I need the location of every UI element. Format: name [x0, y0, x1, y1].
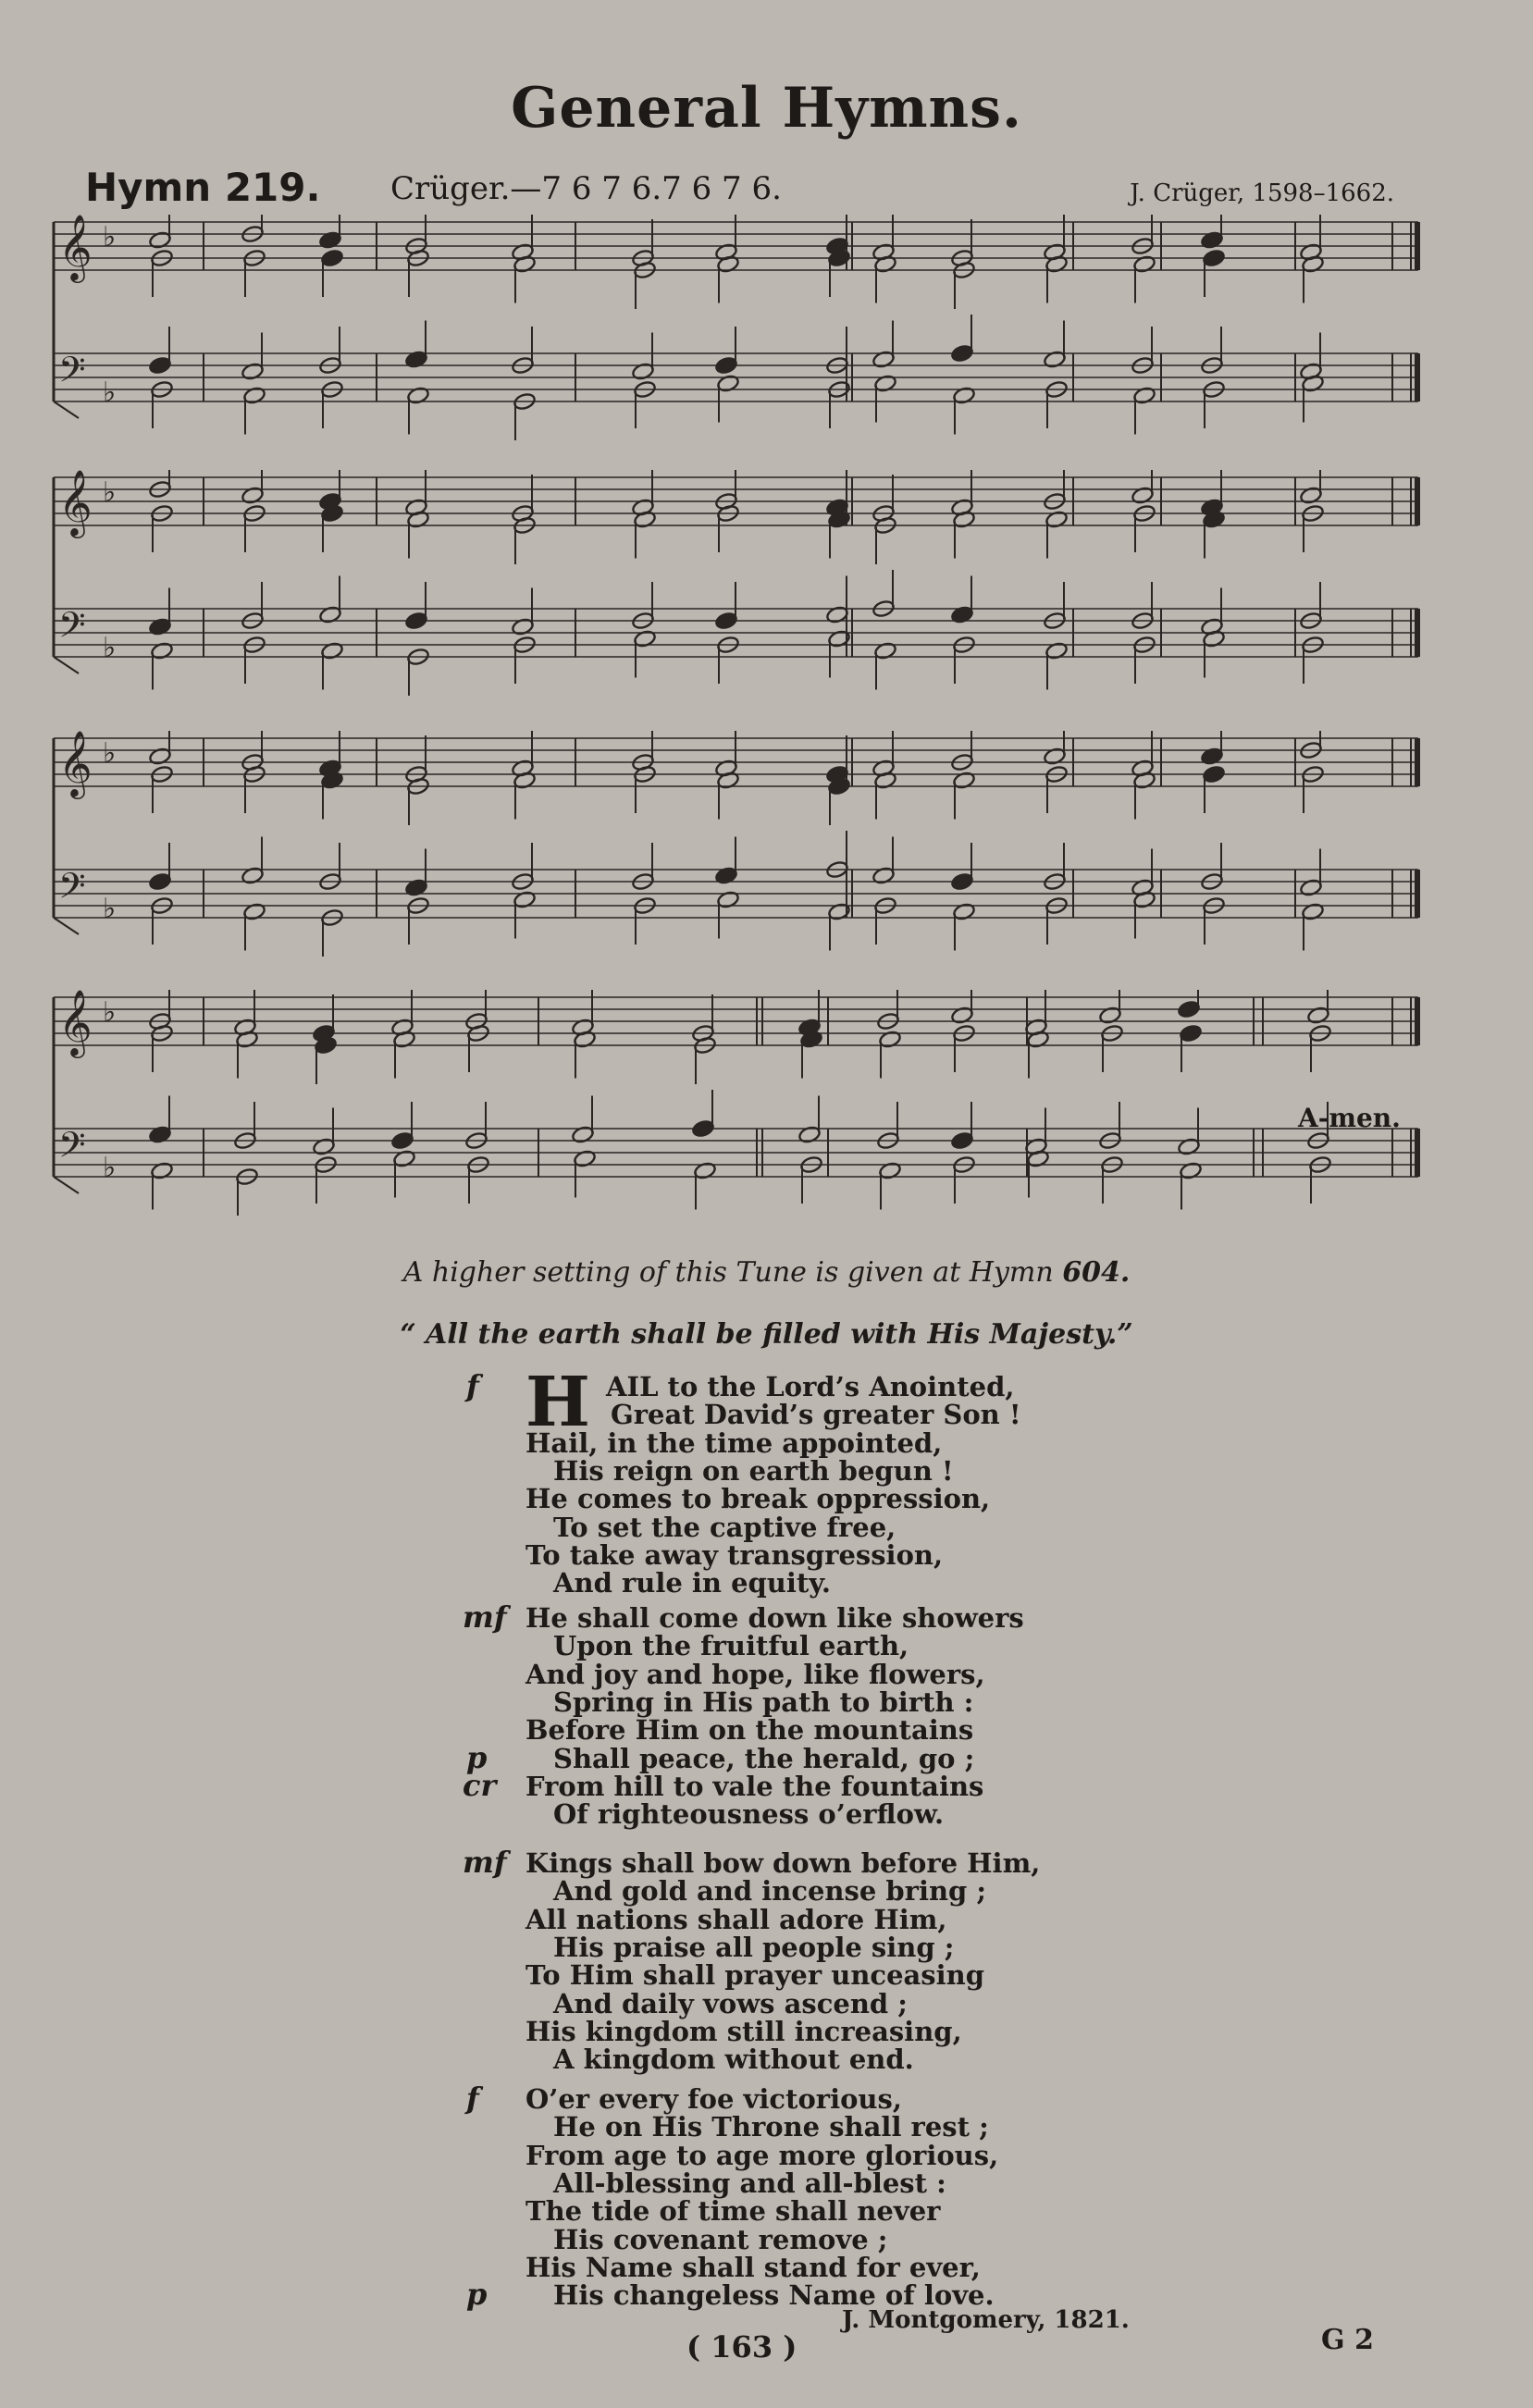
tenor-note — [631, 582, 654, 630]
verse-line: O’er every foe victorious, — [525, 2083, 902, 2115]
alto-note — [235, 1030, 258, 1078]
music-staff-svg — [51, 731, 1422, 962]
tenor-note — [714, 837, 737, 885]
bass-note — [1045, 641, 1068, 689]
tenor-note — [1200, 327, 1223, 375]
flat-icon: ♭ — [103, 1152, 117, 1184]
dynamic-mark: mf — [463, 1599, 507, 1635]
bass-note — [1100, 1155, 1123, 1204]
tenor-note — [1043, 843, 1066, 891]
signature-mark: G 2 — [1321, 2324, 1374, 2356]
bass-note — [1179, 1161, 1202, 1209]
alto-note — [799, 1030, 822, 1078]
tenor-note — [1131, 849, 1154, 897]
tenor-note — [1024, 1108, 1047, 1156]
verse-line: The tide of time shall never — [525, 2195, 941, 2228]
bass-note — [320, 641, 343, 689]
alto-note — [1045, 254, 1068, 303]
dynamic-mark: f — [466, 1368, 479, 1403]
tenor-note — [148, 588, 171, 636]
dynamic-mark: p — [466, 2277, 488, 2313]
alto-note — [827, 777, 850, 825]
epigraph: “ All the earth shall be filled with His Majesty.” — [400, 1318, 1133, 1351]
bass-note — [952, 636, 975, 684]
alto-note — [952, 771, 975, 819]
dynamic-mark: mf — [463, 1845, 507, 1880]
tenor-note — [233, 1102, 256, 1150]
tenor-note — [631, 843, 654, 891]
bass-note — [1026, 1149, 1049, 1197]
soprano-note — [148, 215, 171, 250]
verse-line: And gold and incense bring ; — [553, 1875, 987, 1908]
soprano-note — [1098, 990, 1121, 1025]
alto-note — [952, 1024, 975, 1072]
soprano-note — [950, 990, 973, 1025]
alto-note — [573, 1030, 596, 1078]
alto-note — [1100, 1024, 1123, 1072]
tenor-note — [950, 315, 973, 363]
treble-clef-icon: 𝄞 — [58, 731, 93, 796]
tenor-note — [148, 843, 171, 891]
alto-note — [1202, 510, 1225, 558]
tenor-note — [950, 576, 973, 624]
soprano-note — [825, 215, 848, 255]
alto-note — [392, 1030, 415, 1078]
verse-line: All-blessing and all-blest : — [553, 2167, 946, 2199]
alto-note — [406, 777, 429, 825]
soprano-note — [631, 731, 654, 772]
bass-note — [878, 1161, 901, 1209]
flat-icon: ♭ — [103, 377, 117, 409]
verse-line: Before Him on the mountains — [525, 1714, 974, 1747]
alto-note — [513, 516, 536, 564]
treble-clef-icon: 𝄞 — [58, 470, 93, 536]
tenor-note — [390, 1102, 414, 1150]
soprano-note — [312, 994, 335, 1043]
alto-note — [873, 516, 896, 564]
soprano-note — [1200, 731, 1223, 766]
tenor-note — [404, 849, 427, 897]
bass-note — [633, 629, 656, 677]
alto-note — [242, 249, 266, 297]
dynamic-mark: p — [466, 1739, 488, 1775]
soprano-note — [1043, 731, 1066, 766]
drop-cap: H — [525, 1363, 590, 1442]
verse-line: To take away transgression, — [525, 1538, 944, 1571]
soprano-note — [511, 475, 534, 523]
bass-note — [320, 380, 343, 428]
alto-note — [716, 771, 739, 819]
tenor-note — [872, 837, 895, 885]
music-staff-svg — [51, 215, 1422, 446]
bass-note — [150, 896, 173, 945]
verse-line: And daily vows ascend ; — [553, 1987, 908, 2019]
tenor-note — [797, 1096, 821, 1144]
soprano-note — [404, 735, 427, 784]
soprano-note — [241, 215, 264, 243]
soprano-note — [241, 731, 264, 772]
tenor-note — [571, 1096, 594, 1144]
alto-note — [242, 504, 266, 552]
alto-note — [1202, 765, 1225, 813]
tenor-note — [714, 582, 737, 630]
verse-line: His reign on earth begun ! — [553, 1454, 954, 1487]
alto-note — [150, 765, 173, 813]
alto-note — [633, 510, 656, 558]
bass-note — [1301, 902, 1324, 950]
bass-note — [513, 392, 536, 440]
page-number: ( 163 ) — [686, 2329, 797, 2365]
alto-note — [150, 249, 173, 297]
dynamic-mark: f — [466, 2081, 479, 2116]
amen-label: A-men. — [1298, 1103, 1401, 1133]
alto-note — [320, 249, 343, 297]
setting-note-text: A higher setting of this Tune is given at Hymn — [402, 1256, 1054, 1289]
verse-line: A kingdom without end. — [553, 2044, 914, 2076]
bass-clef-icon: 𝄢 — [58, 604, 86, 654]
flat-icon: ♭ — [103, 996, 117, 1029]
tenor-note — [872, 570, 895, 618]
alto-note — [513, 254, 536, 303]
verse-line: His Name shall stand for ever, — [525, 2251, 981, 2283]
soprano-note — [1131, 470, 1154, 505]
tenor-note — [511, 843, 534, 891]
alto-note — [406, 249, 429, 297]
tenor-note — [1299, 582, 1322, 630]
bass-note — [952, 1155, 975, 1204]
alto-note — [320, 504, 343, 552]
alto-note — [716, 254, 739, 303]
tenor-note — [1043, 321, 1066, 369]
tenor-note — [1299, 333, 1322, 381]
tenor-note — [404, 321, 427, 369]
verse-line: All nations shall adore Him, — [525, 1903, 947, 1935]
verse-line: To Him shall prayer unceasing — [525, 1959, 985, 1992]
verse-line: Great David’s greater Son ! — [611, 1399, 1021, 1431]
alto-note — [150, 504, 173, 552]
tenor-note — [312, 1108, 335, 1156]
bass-note — [693, 1161, 716, 1209]
bass-note — [513, 636, 536, 684]
verse-line: His praise all people sing ; — [553, 1931, 955, 1963]
hymn-header — [85, 165, 1394, 220]
soprano-note — [148, 470, 171, 499]
bass-note — [150, 1161, 173, 1209]
bass-note — [1132, 890, 1156, 938]
soprano-note — [950, 219, 973, 267]
tenor-note — [404, 582, 427, 630]
soprano-note — [1177, 990, 1200, 1019]
setting-note — [0, 1256, 1533, 1289]
alto-note — [633, 261, 656, 309]
verse-line: To set the captive free, — [553, 1511, 896, 1543]
alto-note — [1202, 249, 1225, 297]
tenor-note — [318, 327, 341, 375]
bass-clef-icon: 𝄢 — [58, 865, 86, 915]
tenor-note — [511, 327, 534, 375]
bass-note — [1132, 386, 1156, 434]
soprano-note — [404, 215, 427, 255]
bass-note — [633, 896, 656, 945]
verse-line: He shall come down like showers — [525, 1602, 1024, 1634]
soprano-note — [1043, 470, 1066, 511]
flat-icon: ♭ — [103, 221, 117, 253]
alto-note — [1301, 765, 1324, 813]
soprano-note — [464, 990, 488, 1031]
flat-icon: ♭ — [103, 893, 117, 925]
flat-icon: ♭ — [103, 476, 117, 509]
verse-line: His covenant remove ; — [553, 2223, 888, 2255]
alto-note — [314, 1036, 337, 1084]
bass-note — [235, 1167, 258, 1216]
alto-note — [633, 765, 656, 813]
tenor-note — [872, 321, 895, 369]
music-system-2 — [51, 470, 1422, 701]
bass-note — [1308, 1155, 1331, 1204]
alto-note — [952, 261, 975, 309]
bass-clef-icon: 𝄢 — [58, 1124, 86, 1174]
tenor-note — [318, 843, 341, 891]
tenor-note — [1098, 1102, 1121, 1150]
bass-note — [406, 386, 429, 434]
tenor-note — [241, 333, 264, 381]
soprano-note — [318, 470, 341, 511]
tenor-note — [950, 1102, 973, 1150]
alto-note — [1179, 1024, 1202, 1072]
bass-note — [573, 1149, 596, 1197]
tenor-note — [1200, 843, 1223, 891]
soprano-note — [1200, 215, 1223, 250]
tenor-note — [825, 831, 848, 879]
verse-line: Upon the fruitful earth, — [553, 1630, 909, 1662]
bass-note — [406, 648, 429, 696]
soprano-note — [714, 470, 737, 511]
alto-note — [827, 510, 850, 558]
tenor-note — [876, 1102, 899, 1150]
tenor-note — [825, 576, 848, 624]
verse-line: Kings shall bow down before Him, — [525, 1847, 1041, 1879]
bass-note — [314, 1155, 337, 1204]
bass-clef-icon: 𝄢 — [58, 349, 86, 399]
verse-line: From age to age more glorious, — [525, 2139, 999, 2171]
tenor-note — [464, 1102, 488, 1150]
soprano-note — [876, 990, 899, 1031]
alto-note — [1301, 254, 1324, 303]
bass-note — [873, 641, 896, 689]
verse-line: He comes to break oppression, — [525, 1483, 991, 1515]
bass-note — [1202, 629, 1225, 677]
tenor-note — [148, 327, 171, 375]
alto-note — [1026, 1030, 1049, 1078]
alto-note — [1045, 765, 1068, 813]
alto-note — [1301, 504, 1324, 552]
author-credit: J. Montgomery, 1821. — [842, 2306, 1130, 2334]
music-system-4 — [51, 990, 1422, 1221]
bass-note — [392, 1149, 415, 1197]
music-staff-svg — [51, 990, 1422, 1221]
soprano-note — [691, 994, 714, 1043]
alto-note — [150, 1024, 173, 1072]
flat-icon: ♭ — [103, 737, 117, 770]
soprano-note — [148, 990, 171, 1031]
dynamic-mark: cr — [463, 1767, 497, 1803]
music-staff-svg — [51, 470, 1422, 701]
alto-note — [406, 510, 429, 558]
composer-credit: J. Crüger, 1598–1662. — [1130, 179, 1394, 207]
bass-note — [513, 890, 536, 938]
tenor-note — [631, 333, 654, 381]
alto-note — [1132, 504, 1156, 552]
tenor-note — [1299, 849, 1322, 897]
setting-note-ref: 604. — [1062, 1256, 1131, 1289]
bass-note — [633, 380, 656, 428]
soprano-note — [825, 735, 848, 784]
treble-clef-icon: 𝄞 — [58, 215, 93, 280]
tenor-note — [1177, 1108, 1200, 1156]
alto-note — [513, 771, 536, 819]
soprano-note — [318, 215, 341, 250]
tune-name: Crüger.—7 6 7 6.7 6 7 6. — [390, 170, 782, 207]
tenor-note — [1200, 588, 1223, 636]
alto-note — [878, 1030, 901, 1078]
tenor-note — [950, 843, 973, 891]
bass-note — [1045, 896, 1068, 945]
tenor-note — [511, 588, 534, 636]
bass-note — [799, 1155, 822, 1204]
verse-line: AIL to the Lord’s Anointed, — [606, 1371, 1015, 1402]
tenor-note — [318, 576, 341, 624]
bass-note — [320, 908, 343, 957]
verse-line: Of righteousness o’erflow. — [553, 1798, 945, 1831]
bass-note — [1202, 896, 1225, 945]
music-system-3 — [51, 731, 1422, 962]
page-title: General Hymns. — [511, 76, 1022, 141]
alto-note — [1132, 771, 1156, 819]
bass-note — [952, 386, 975, 434]
alto-note — [320, 771, 343, 819]
alto-note — [873, 254, 896, 303]
soprano-note — [631, 219, 654, 267]
soprano-note — [1131, 215, 1154, 255]
alto-note — [1132, 254, 1156, 303]
tenor-note — [714, 327, 737, 375]
music-system-1 — [51, 215, 1422, 446]
alto-note — [873, 771, 896, 819]
bass-note — [1301, 374, 1324, 422]
bass-note — [150, 641, 173, 689]
tenor-note — [241, 582, 264, 630]
tenor-note — [1043, 582, 1066, 630]
bass-note — [1045, 380, 1068, 428]
bass-note — [406, 896, 429, 945]
verse-line: And rule in equity. — [553, 1567, 831, 1599]
soprano-note — [872, 475, 895, 523]
bass-note — [952, 902, 975, 950]
bass-note — [873, 896, 896, 945]
tenor-note — [825, 327, 848, 375]
alto-note — [1045, 510, 1068, 558]
verse-line: Spring in His path to birth : — [553, 1686, 974, 1718]
bass-note — [1132, 636, 1156, 684]
verse-line: His kingdom still increasing, — [525, 2015, 962, 2047]
bass-note — [242, 386, 266, 434]
alto-note — [242, 765, 266, 813]
alto-note — [952, 510, 975, 558]
tenor-note — [1131, 327, 1154, 375]
tenor-note — [691, 1090, 714, 1138]
soprano-note — [950, 731, 973, 772]
verse-line: His changeless Name of love. — [553, 2279, 995, 2312]
treble-clef-icon: 𝄞 — [58, 990, 93, 1056]
bass-note — [1202, 380, 1225, 428]
alto-note — [716, 504, 739, 552]
bass-note — [716, 890, 739, 938]
verse-line: And joy and hope, like flowers, — [525, 1658, 985, 1690]
soprano-note — [1306, 990, 1329, 1025]
verse-line: He on His Throne shall rest ; — [553, 2111, 989, 2143]
verse-line: Shall peace, the herald, go ; — [553, 1742, 975, 1774]
soprano-note — [1299, 731, 1322, 759]
tenor-note — [1131, 582, 1154, 630]
alto-note — [827, 249, 850, 297]
tenor-note — [148, 1096, 171, 1144]
bass-note — [242, 636, 266, 684]
tenor-note — [241, 837, 264, 885]
bass-note — [242, 902, 266, 950]
alto-note — [466, 1024, 489, 1072]
soprano-note — [148, 731, 171, 766]
verse-line: Hail, in the time appointed, — [525, 1426, 943, 1459]
bass-note — [1301, 636, 1324, 684]
soprano-note — [1299, 470, 1322, 505]
soprano-note — [241, 470, 264, 505]
bass-note — [150, 380, 173, 428]
alto-note — [693, 1036, 716, 1084]
flat-icon: ♭ — [103, 632, 117, 664]
bass-note — [873, 374, 896, 422]
alto-note — [1308, 1024, 1331, 1072]
verse-line: From hill to vale the fountains — [525, 1770, 984, 1802]
hymn-number: Hymn 219. — [85, 165, 321, 210]
bass-note — [716, 374, 739, 422]
bass-note — [716, 636, 739, 684]
bass-note — [466, 1155, 489, 1204]
